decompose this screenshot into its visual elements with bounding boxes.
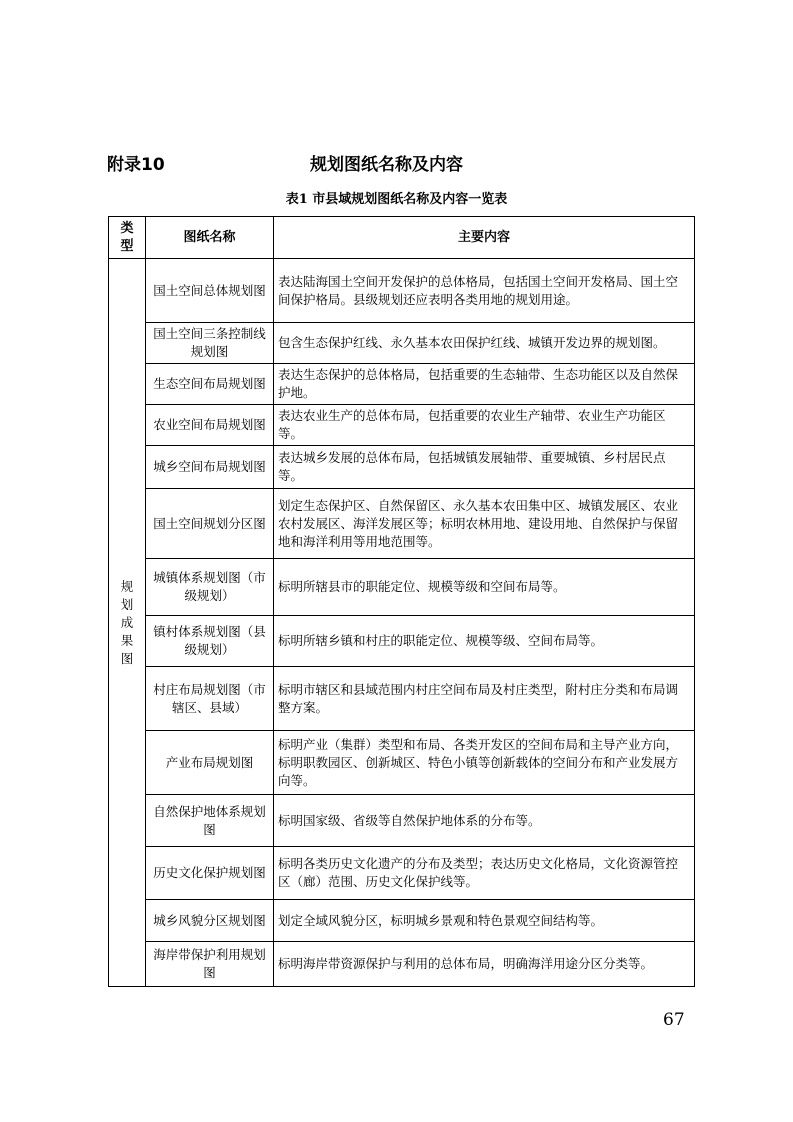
table-row — [109, 489, 695, 559]
drawing-content: 标明海岸带资源保护与利用的总体布局，明确海洋用途分区分类等。 — [274, 942, 695, 987]
drawing-name: 国土空间三条控制线规划图 — [146, 323, 274, 364]
drawing-name: 国土空间规划分区图 — [146, 489, 274, 559]
drawing-content: 表达城乡发展的总体布局，包括城镇发展轴带、重要城镇、乡村居民点等。 — [274, 446, 695, 489]
page-number: 67 — [663, 1010, 685, 1030]
header-name: 图纸名称 — [146, 217, 274, 259]
drawing-name: 城乡风貌分区规划图 — [146, 900, 274, 942]
drawing-content: 表达陆海国土空间开发保护的总体格局，包括国土空间开发格局、国土空间保护格局。县级规划还应表明各类用地的规划用途。 — [274, 259, 695, 323]
table-row — [109, 559, 695, 616]
appendix-title: 规划图纸名称及内容 — [310, 155, 463, 175]
drawing-name: 村庄布局规划图（市辖区、县域） — [146, 667, 274, 731]
table-row — [109, 900, 695, 942]
drawing-name: 农业空间布局规划图 — [146, 405, 274, 446]
drawing-name: 城镇体系规划图（市级规划） — [146, 559, 274, 616]
drawing-name: 历史文化保护规划图 — [146, 847, 274, 900]
drawing-name: 自然保护地体系规划图 — [146, 795, 274, 847]
drawing-content: 标明各类历史文化遗产的分布及类型；表达历史文化格局，文化资源管控区（廊）范围、历史文化保护线等。 — [274, 847, 695, 900]
table-row — [109, 259, 695, 323]
drawing-content: 标明市辖区和县域范围内村庄空间布局及村庄类型，附村庄分类和布局调整方案。 — [274, 667, 695, 731]
header-type: 类型 — [109, 217, 146, 259]
drawing-content: 表达农业生产的总体布局，包括重要的农业生产轴带、农业生产功能区等。 — [274, 405, 695, 446]
header-content: 主要内容 — [274, 217, 695, 259]
table-row — [109, 731, 695, 795]
table-header-row — [109, 217, 695, 259]
drawing-content: 标明产业（集群）类型和布局、各类开发区的空间布局和主导产业方向，标明职教园区、创新城区、特色小镇等创新载体的空间分布和产业发展方向等。 — [274, 731, 695, 795]
table-row — [109, 446, 695, 489]
drawing-content: 标明国家级、省级等自然保护地体系的分布等。 — [274, 795, 695, 847]
drawing-name: 国土空间总体规划图 — [146, 259, 274, 323]
drawing-name: 生态空间布局规划图 — [146, 364, 274, 405]
drawing-content: 标明所辖乡镇和村庄的职能定位、规模等级、空间布局等。 — [274, 616, 695, 667]
category-cell — [109, 259, 146, 987]
drawing-content: 包含生态保护红线、永久基本农田保护红线、城镇开发边界的规划图。 — [274, 323, 695, 364]
table-row — [109, 847, 695, 900]
drawings-table — [108, 216, 695, 987]
table-row — [109, 616, 695, 667]
table-row — [109, 667, 695, 731]
drawing-content: 划定生态保护区、自然保留区、永久基本农田集中区、城镇发展区、农业农村发展区、海洋发展区等；标明农林用地、建设用地、自然保护与保留地和海洋利用等用地范围等。 — [274, 489, 695, 559]
category-label: 规划成果图 — [120, 578, 134, 666]
drawing-name: 海岸带保护利用规划图 — [146, 942, 274, 987]
drawing-content: 标明所辖县市的职能定位、规模等级和空间布局等。 — [274, 559, 695, 616]
table-row — [109, 364, 695, 405]
table-row — [109, 323, 695, 364]
drawing-name: 城乡空间布局规划图 — [146, 446, 274, 489]
table-row — [109, 942, 695, 987]
table-row — [109, 405, 695, 446]
drawing-content: 表达生态保护的总体格局，包括重要的生态轴带、生态功能区以及自然保护地。 — [274, 364, 695, 405]
drawing-name: 镇村体系规划图（县级规划） — [146, 616, 274, 667]
drawing-name: 产业布局规划图 — [146, 731, 274, 795]
drawing-content: 划定全域风貌分区，标明城乡景观和特色景观空间结构等。 — [274, 900, 695, 942]
appendix-label: 附录10 — [107, 155, 165, 175]
table-caption: 表1 市县域规划图纸名称及内容一览表 — [285, 192, 508, 207]
table-row — [109, 795, 695, 847]
